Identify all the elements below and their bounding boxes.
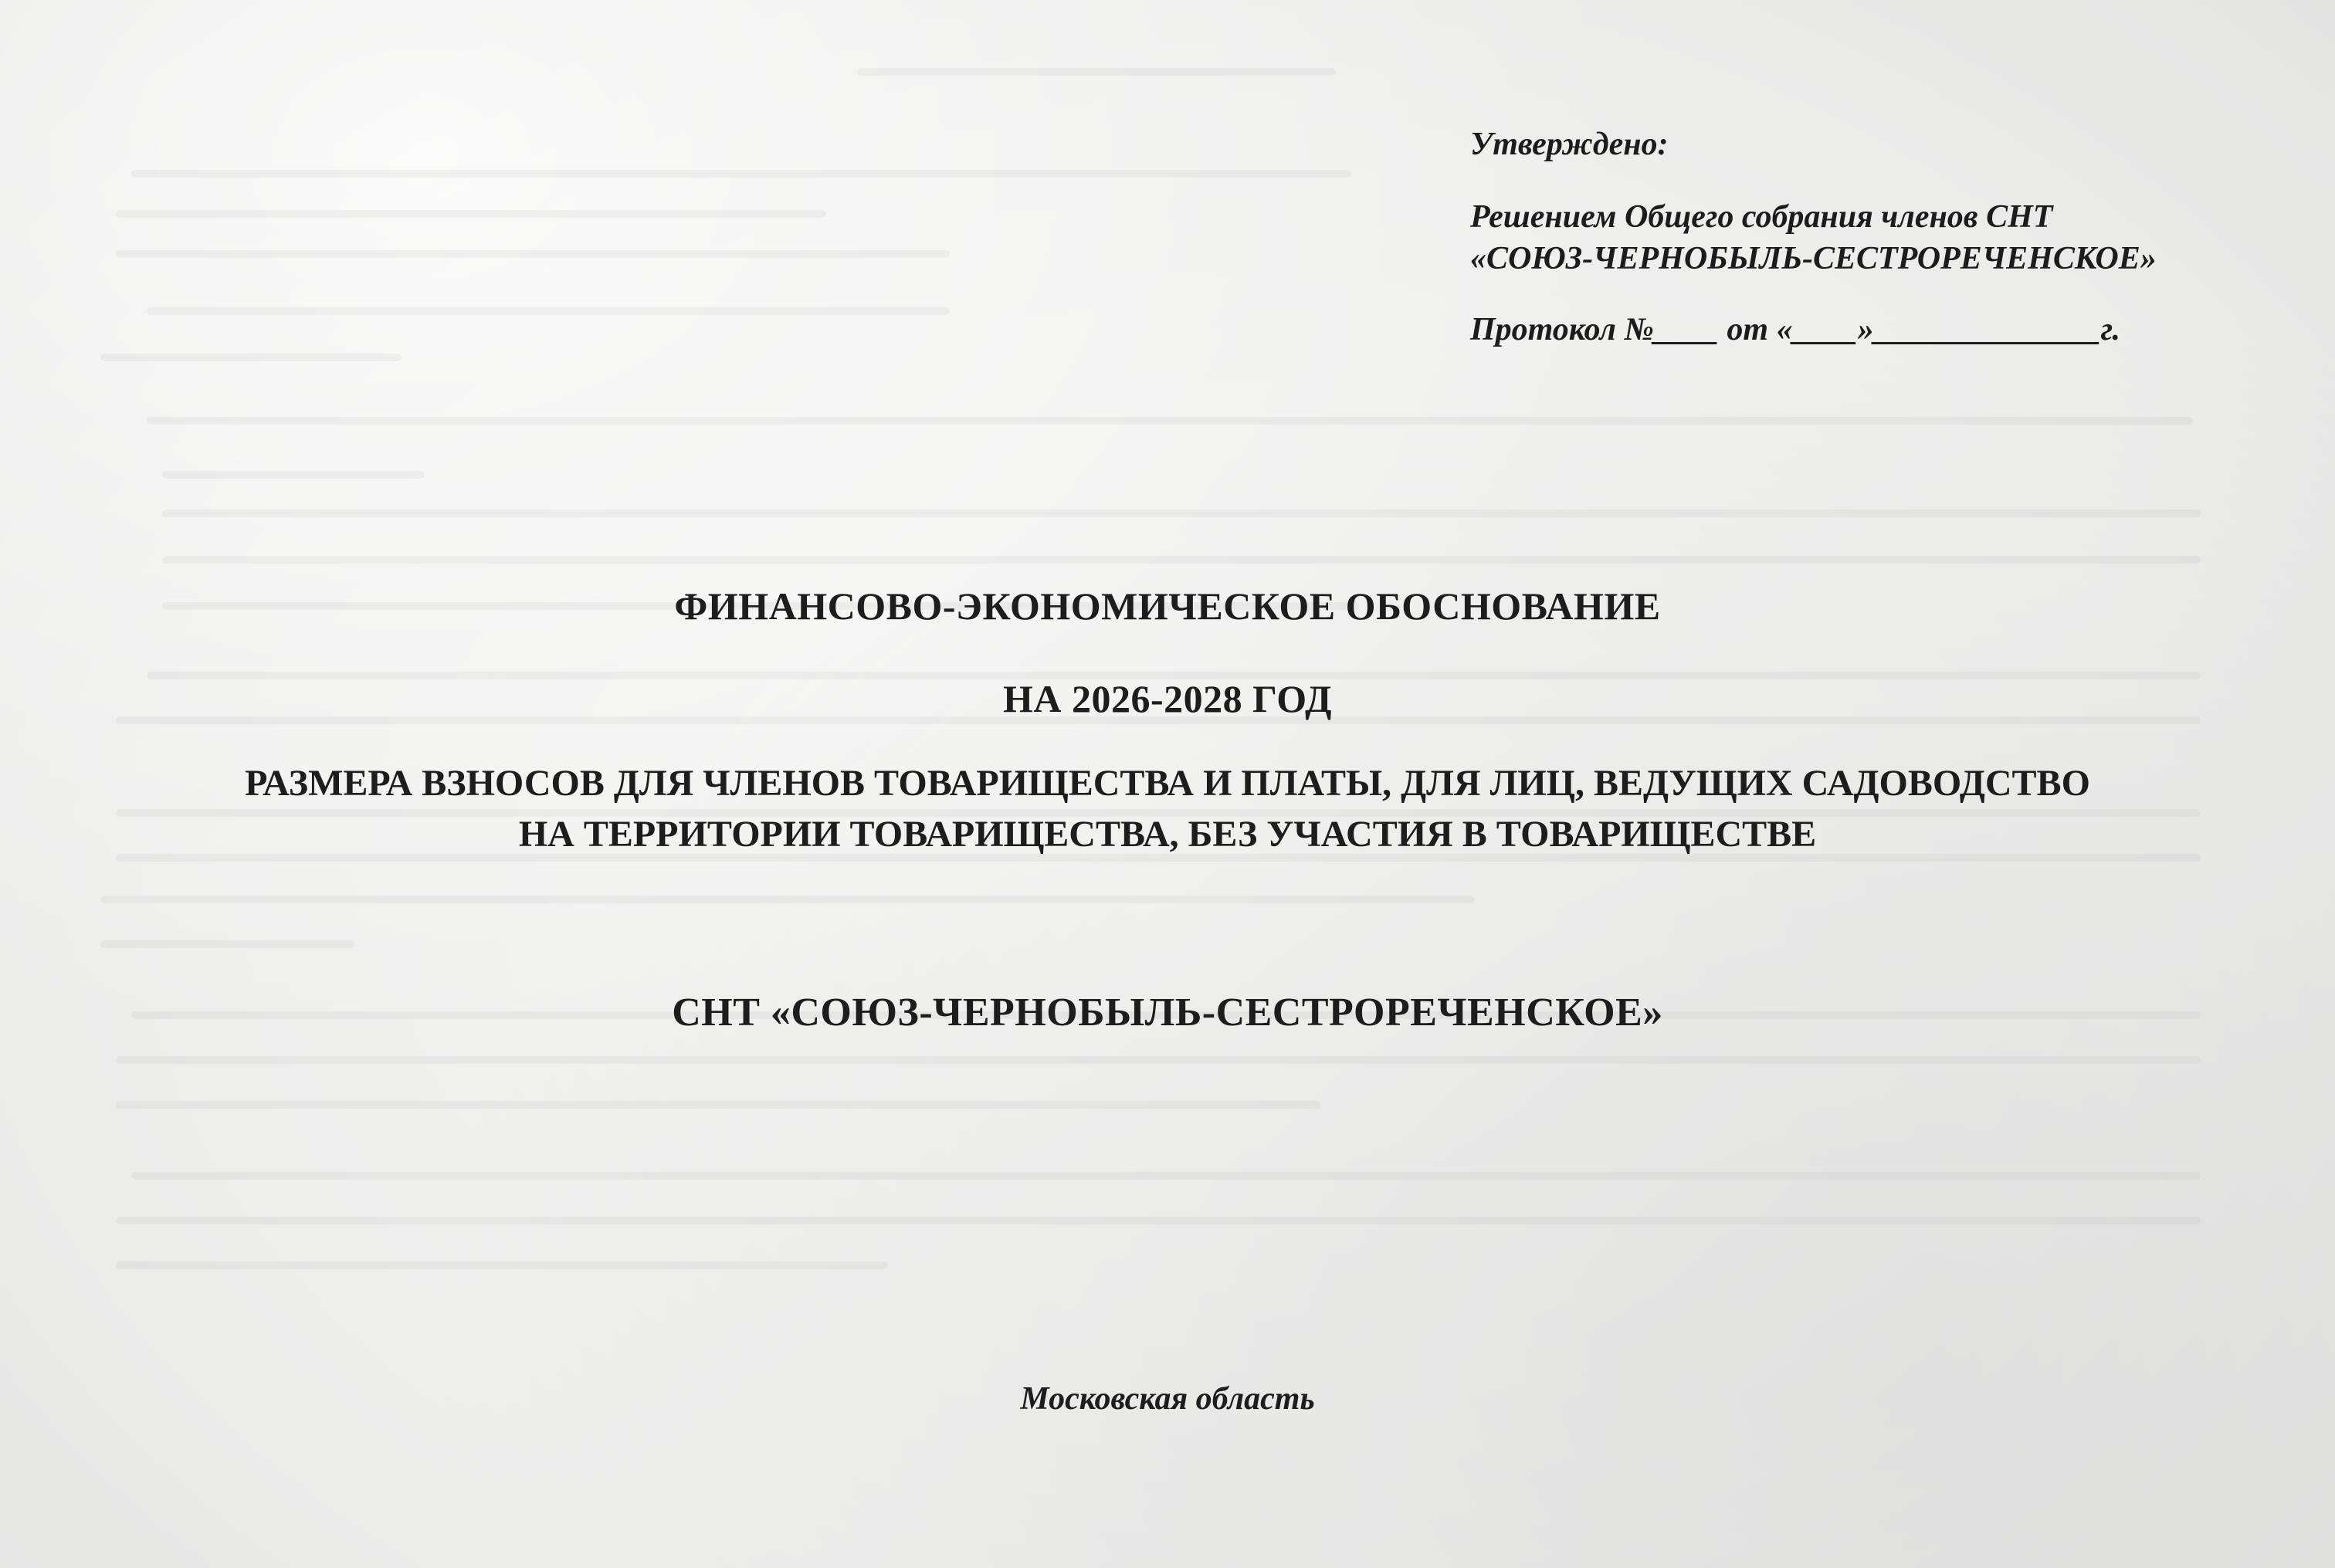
document-title-line-1: ФИНАНСОВО-ЭКОНОМИЧЕСКОЕ ОБОСНОВАНИЕ	[674, 584, 1661, 628]
protocol-number-line: Протокол №____ от «____»______________г.	[1470, 312, 2121, 347]
document-subtitle-line-2: НА ТЕРРИТОРИИ ТОВАРИЩЕСТВА, БЕЗ УЧАСТИЯ В ТОВАРИЩЕСТВЕ	[518, 814, 1817, 855]
meeting-decision-line-2: «СОЮЗ-ЧЕРНОБЫЛЬ-СЕСТРОРЕЧЕНСКОЕ»	[1470, 241, 2157, 276]
organization-name: СНТ «СОЮЗ-ЧЕРНОБЫЛЬ-СЕСТРОРЕЧЕНСКОЕ»	[672, 991, 1663, 1035]
meeting-decision-line-1: Решением Общего собрания членов СНТ	[1470, 199, 2053, 235]
document-subtitle-line-1: РАЗМЕРА ВЗНОСОВ ДЛЯ ЧЛЕНОВ ТОВАРИЩЕСТВА И ПЛАТЫ, ДЛЯ ЛИЦ, ВЕДУЩИХ САДОВОДСТВО	[245, 763, 2090, 804]
document-subtitle	[0, 758, 2335, 860]
approval-stamp-block	[1470, 124, 2281, 351]
region-name: Московская область	[1020, 1381, 1315, 1417]
approved-label: Утверждено:	[1470, 127, 1669, 162]
meeting-decision	[1470, 196, 2281, 279]
document-title-line-2: НА 2026-2028 ГОД	[1002, 677, 1333, 720]
